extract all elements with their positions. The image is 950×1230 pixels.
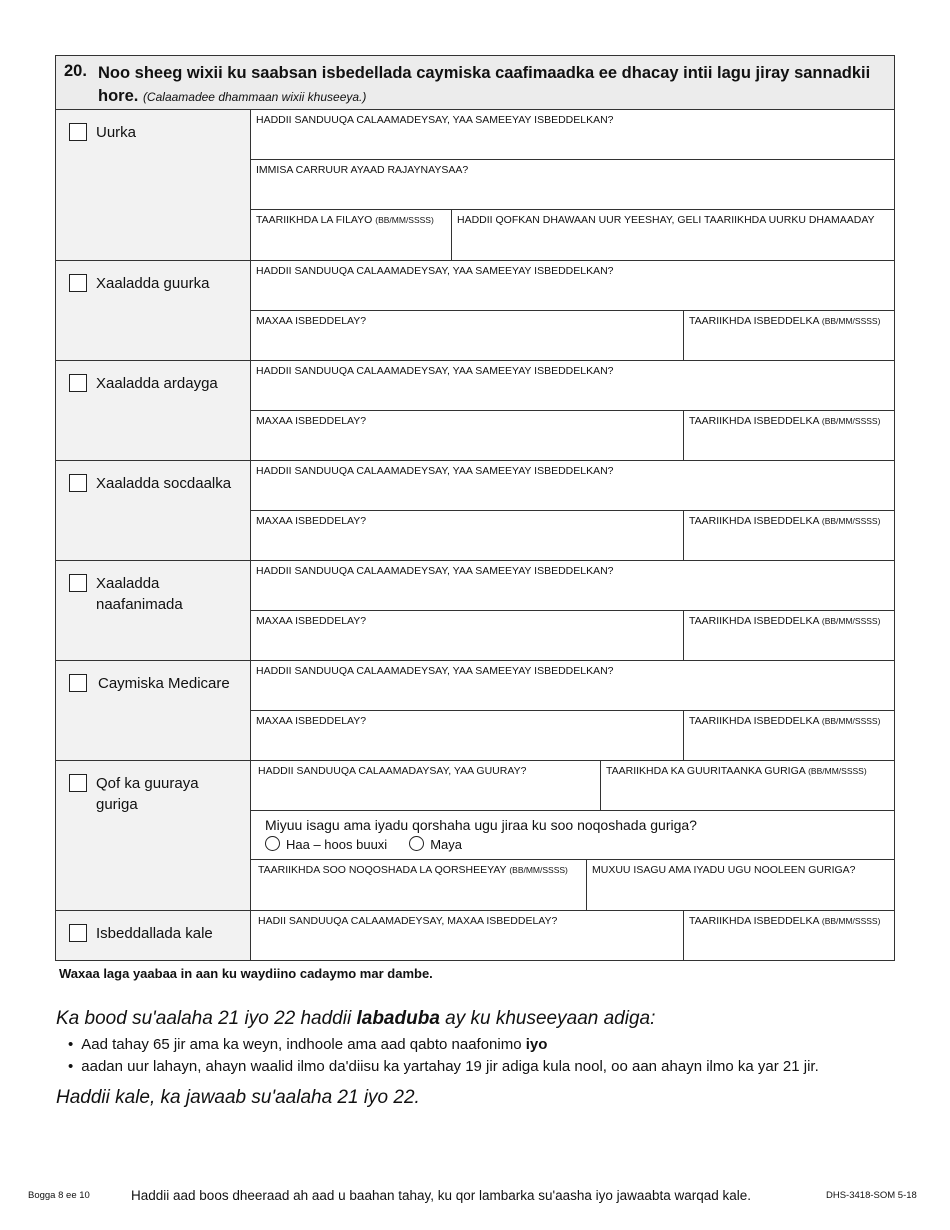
medicare-date-field[interactable]: TAARIIKHDA ISBEDDELKA (BB/MM/SSSS) bbox=[689, 715, 881, 727]
otherwise-instruction: Haddii kale, ka jawaab su'aalaha 21 iyo 22. bbox=[56, 1087, 420, 1108]
return-home-question-text: Miyuu isagu ama iyadu qorshaha ugu jiraa ku soo noqoshada guriga? bbox=[265, 817, 697, 833]
pregnancy-end-date-field[interactable]: HADDII QOFKAN DHAWAAN UUR YEESHAY, GELI TAARIIKHDA UURKU DHAMAADAY bbox=[457, 214, 875, 226]
row-student bbox=[56, 361, 894, 461]
question-20-form bbox=[55, 55, 895, 961]
proof-note: Waxaa laga yaabaa in aan ku waydiino cadaymo mar dambe. bbox=[59, 966, 433, 981]
immigration-what-field[interactable]: MAXAA ISBEDDELAY? bbox=[251, 511, 684, 560]
student-checkbox[interactable] bbox=[69, 374, 87, 392]
marital-who-field[interactable]: HADDII SANDUUQA CALAAMADEYSAY, YAA SAMEEYAY ISBEDDELKAN? bbox=[256, 265, 614, 277]
disability-what-field[interactable]: MAXAA ISBEDDELAY? bbox=[251, 611, 684, 660]
extra-space-note: Haddii aad boos dheeraad ah aad u baahan tahay, ku qor lambarka su'aasha iyo jawaabta warqad kale. bbox=[131, 1188, 752, 1203]
form-id: DHS-3418-SOM 5-18 bbox=[826, 1190, 917, 1201]
row-other-changes bbox=[56, 911, 894, 960]
disability-label: Xaaladda naafanimada bbox=[96, 575, 183, 613]
return-yes-radio[interactable] bbox=[265, 836, 280, 851]
page-number: Bogga 8 ee 10 bbox=[28, 1190, 90, 1201]
other-changes-option[interactable] bbox=[56, 911, 251, 960]
immigration-checkbox[interactable] bbox=[69, 474, 87, 492]
moved-out-option[interactable] bbox=[56, 761, 251, 910]
return-home-question bbox=[251, 811, 894, 860]
immigration-date-field[interactable]: TAARIIKHDA ISBEDDELKA (BB/MM/SSSS) bbox=[689, 515, 881, 527]
pregnancy-checkbox[interactable] bbox=[69, 123, 87, 141]
planned-return-date-field[interactable]: TAARIIKHDA SOO NOQOSHADA LA QORSHEEYAY (BB/MM/SSSS) bbox=[251, 860, 587, 910]
return-no-option[interactable]: Maya bbox=[409, 836, 462, 852]
return-no-radio[interactable] bbox=[409, 836, 424, 851]
skip-conditions-list bbox=[68, 1034, 819, 1078]
disability-date-field[interactable]: TAARIIKHDA ISBEDDELKA (BB/MM/SSSS) bbox=[689, 615, 881, 627]
immigration-option[interactable] bbox=[56, 461, 251, 560]
student-label: Xaaladda ardayga bbox=[96, 375, 218, 392]
row-medicare bbox=[56, 661, 894, 761]
student-what-field[interactable]: MAXAA ISBEDDELAY? bbox=[251, 411, 684, 460]
marital-checkbox[interactable] bbox=[69, 274, 87, 292]
pregnancy-due-date-field[interactable]: TAARIIKHDA LA FILAYO (BB/MM/SSSS) bbox=[251, 210, 452, 260]
medicare-what-field[interactable]: MAXAA ISBEDDELAY? bbox=[251, 711, 684, 760]
immigration-who-field[interactable]: HADDII SANDUUQA CALAAMADEYSAY, YAA SAMEEYAY ISBEDDELKAN? bbox=[256, 465, 614, 477]
moved-out-date-field[interactable]: TAARIIKHDA KA GUURITAANKA GURIGA (BB/MM/SSSS) bbox=[606, 765, 867, 777]
medicare-checkbox[interactable] bbox=[69, 674, 87, 692]
disability-option[interactable] bbox=[56, 561, 251, 660]
row-immigration bbox=[56, 461, 894, 561]
why-live-home-field[interactable]: MUXUU ISAGU AMA IYADU UGU NOOLEEN GURIGA? bbox=[592, 864, 856, 876]
pregnancy-option[interactable] bbox=[56, 110, 251, 260]
medicare-who-field[interactable]: HADDII SANDUUQA CALAAMADEYSAY, YAA SAMEEYAY ISBEDDELKAN? bbox=[256, 665, 614, 677]
other-changes-date-field[interactable]: TAARIIKHDA ISBEDDELKA (BB/MM/SSSS) bbox=[689, 915, 881, 927]
question-header bbox=[56, 56, 894, 110]
moved-out-checkbox[interactable] bbox=[69, 774, 87, 792]
moved-out-who-field[interactable]: HADDII SANDUUQA CALAAMADAYSAY, YAA GUURAY? bbox=[251, 761, 601, 810]
marital-option[interactable] bbox=[56, 261, 251, 360]
other-changes-what-field[interactable]: HADII SANDUUQA CALAAMADEYSAY, MAXAA ISBEDDELAY? bbox=[251, 911, 684, 960]
row-pregnancy bbox=[56, 110, 894, 261]
pregnancy-label: Uurka bbox=[96, 124, 137, 141]
row-disability bbox=[56, 561, 894, 661]
immigration-label: Xaaladda socdaalka bbox=[96, 475, 232, 492]
student-who-field[interactable]: HADDII SANDUUQA CALAAMADEYSAY, YAA SAMEEYAY ISBEDDELKAN? bbox=[256, 365, 614, 377]
disability-checkbox[interactable] bbox=[69, 574, 87, 592]
skip-instructions-title: Ka bood su'aalaha 21 iyo 22 haddii labaduba ay ku khuseeyaan adiga: bbox=[56, 1008, 656, 1029]
disability-who-field[interactable]: HADDII SANDUUQA CALAAMADEYSAY, YAA SAMEEYAY ISBEDDELKAN? bbox=[256, 565, 614, 577]
row-marital bbox=[56, 261, 894, 361]
student-option[interactable] bbox=[56, 361, 251, 460]
moved-out-label: Qof ka guuraya guriga bbox=[96, 775, 199, 813]
return-yes-option[interactable]: Haa – hoos buuxi bbox=[265, 836, 387, 852]
other-changes-checkbox[interactable] bbox=[69, 924, 87, 942]
marital-what-field[interactable]: MAXAA ISBEDDELAY? bbox=[251, 311, 684, 360]
pregnancy-children-field[interactable]: IMMISA CARRUUR AYAAD RAJAYNAYSAA? bbox=[256, 164, 469, 176]
row-moved-out bbox=[56, 761, 894, 911]
marital-date-field[interactable]: TAARIIKHDA ISBEDDELKA (BB/MM/SSSS) bbox=[689, 315, 881, 327]
condition-item: • Aad tahay 65 jir ama ka weyn, indhoole ama aad qabto naafonimo iyo bbox=[68, 1034, 819, 1056]
student-date-field[interactable]: TAARIIKHDA ISBEDDELKA (BB/MM/SSSS) bbox=[689, 415, 881, 427]
condition-item: • aadan uur lahayn, ahayn waalid ilmo da'diisu ka yartahay 19 jir adiga kula nool, oo aan ahayn ilmo ka yar 21 jir. bbox=[68, 1056, 819, 1078]
medicare-label: Caymiska Medicare bbox=[98, 675, 230, 692]
medicare-option[interactable] bbox=[56, 661, 251, 760]
question-number: 20. bbox=[64, 62, 87, 80]
question-text: Noo sheeg wixii ku saabsan isbedellada caymiska caafimaadka ee dhacay intii lagu jiray sannadkii hore. (Calaamadee dhammaan wixii khuseeya.) bbox=[98, 64, 871, 105]
marital-label: Xaaladda guurka bbox=[96, 275, 210, 292]
question-note: (Calaamadee dhammaan wixii khuseeya.) bbox=[142, 90, 367, 104]
other-changes-label: Isbeddallada kale bbox=[96, 925, 213, 942]
pregnancy-who-field[interactable]: HADDII SANDUUQA CALAAMADEYSAY, YAA SAMEEYAY ISBEDDELKAN? bbox=[256, 114, 614, 126]
